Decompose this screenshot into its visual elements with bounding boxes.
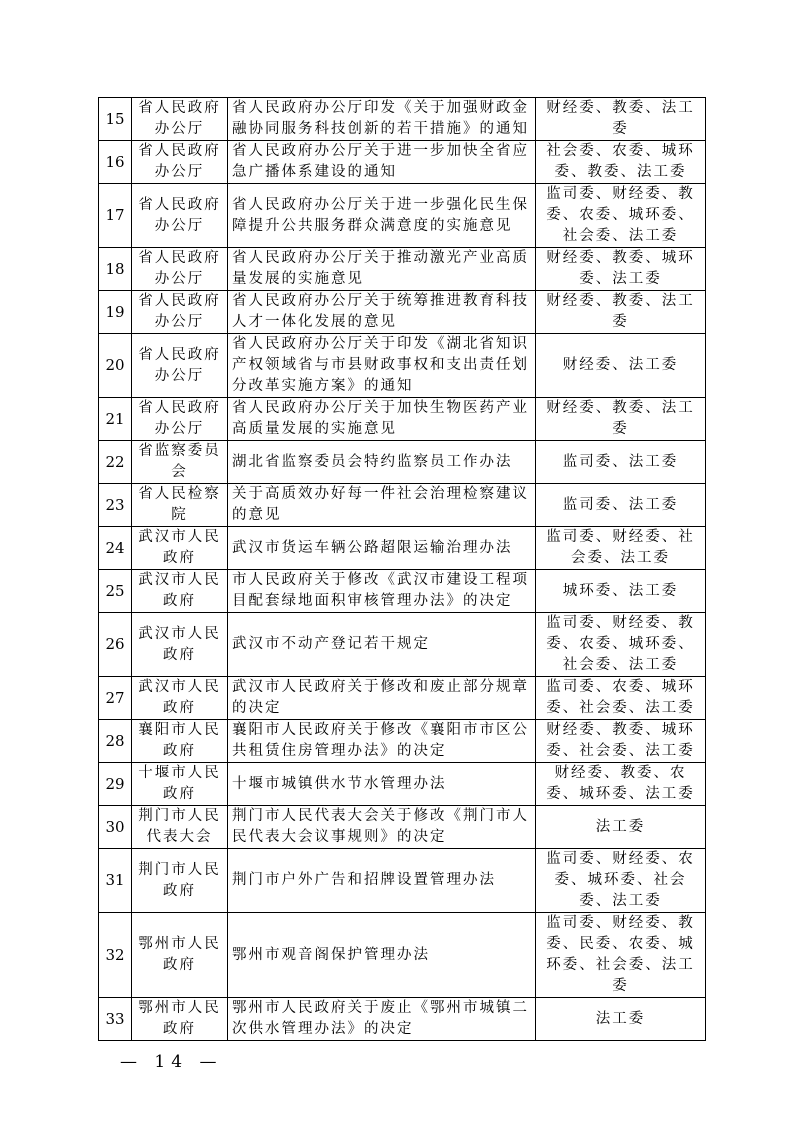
table-row — [99, 141, 706, 184]
row-number: 16 — [99, 141, 132, 184]
table-row — [99, 677, 706, 720]
review-committee: 监司委、农委、城环委、社会委、法工委 — [536, 677, 706, 720]
table-row — [99, 763, 706, 806]
table-row — [99, 291, 706, 334]
review-committee: 监司委、财经委、教委、民委、农委、城环委、社会委、法工委 — [536, 913, 706, 998]
row-number: 19 — [99, 291, 132, 334]
document-title: 襄阳市人民政府关于修改《襄阳市市区公共租赁住房管理办法》的决定 — [228, 720, 536, 763]
review-committee: 法工委 — [536, 806, 706, 849]
review-committee: 监司委、法工委 — [536, 484, 706, 527]
issuing-organ: 省人民政府办公厅 — [132, 291, 228, 334]
row-number: 31 — [99, 849, 132, 913]
document-title: 十堰市城镇供水节水管理办法 — [228, 763, 536, 806]
table-row — [99, 334, 706, 398]
document-title: 省人民政府办公厅关于进一步加快全省应急广播体系建设的通知 — [228, 141, 536, 184]
issuing-organ: 鄂州市人民政府 — [132, 913, 228, 998]
document-title: 省人民政府办公厅关于印发《湖北省知识产权领域省与市县财政事权和支出责任划分改革实施方案》的通知 — [228, 334, 536, 398]
issuing-organ: 省人民政府办公厅 — [132, 398, 228, 441]
review-committee: 城环委、法工委 — [536, 570, 706, 613]
review-committee: 财经委、教委、农委、城环委、法工委 — [536, 763, 706, 806]
row-number: 28 — [99, 720, 132, 763]
table-row — [99, 613, 706, 677]
review-committee: 社会委、农委、城环委、教委、法工委 — [536, 141, 706, 184]
table-row — [99, 248, 706, 291]
issuing-organ: 省人民检察院 — [132, 484, 228, 527]
review-committee: 财经委、教委、法工委 — [536, 291, 706, 334]
issuing-organ: 荆门市人民政府 — [132, 849, 228, 913]
issuing-organ: 省人民政府办公厅 — [132, 248, 228, 291]
issuing-organ: 襄阳市人民政府 — [132, 720, 228, 763]
issuing-organ: 省监察委员会 — [132, 441, 228, 484]
row-number: 26 — [99, 613, 132, 677]
row-number: 20 — [99, 334, 132, 398]
table-row — [99, 98, 706, 141]
table-row — [99, 913, 706, 998]
document-title: 省人民政府办公厅关于统筹推进教育科技人才一体化发展的意见 — [228, 291, 536, 334]
issuing-organ: 武汉市人民政府 — [132, 677, 228, 720]
document-title: 省人民政府办公厅印发《关于加强财政金融协同服务科技创新的若干措施》的通知 — [228, 98, 536, 141]
issuing-organ: 荆门市人民代表大会 — [132, 806, 228, 849]
document-title: 鄂州市人民政府关于废止《鄂州市城镇二次供水管理办法》的决定 — [228, 998, 536, 1041]
document-title: 鄂州市观音阁保护管理办法 — [228, 913, 536, 998]
row-number: 29 — [99, 763, 132, 806]
issuing-organ: 省人民政府办公厅 — [132, 141, 228, 184]
table-row — [99, 527, 706, 570]
row-number: 22 — [99, 441, 132, 484]
row-number: 21 — [99, 398, 132, 441]
review-committee: 监司委、法工委 — [536, 441, 706, 484]
table-row — [99, 398, 706, 441]
issuing-organ: 武汉市人民政府 — [132, 570, 228, 613]
review-committee: 监司委、财经委、教委、农委、城环委、社会委、法工委 — [536, 184, 706, 248]
review-committee: 法工委 — [536, 998, 706, 1041]
review-committee: 监司委、财经委、社会委、法工委 — [536, 527, 706, 570]
review-committee: 财经委、教委、城环委、社会委、法工委 — [536, 720, 706, 763]
document-title: 关于高质效办好每一件社会治理检察建议的意见 — [228, 484, 536, 527]
table-row — [99, 484, 706, 527]
table-row — [99, 849, 706, 913]
issuing-organ: 省人民政府办公厅 — [132, 334, 228, 398]
document-title: 武汉市不动产登记若干规定 — [228, 613, 536, 677]
row-number: 15 — [99, 98, 132, 141]
review-committee: 财经委、法工委 — [536, 334, 706, 398]
review-committee: 财经委、教委、法工委 — [536, 98, 706, 141]
table-row — [99, 998, 706, 1041]
document-title: 省人民政府办公厅关于推动激光产业高质量发展的实施意见 — [228, 248, 536, 291]
row-number: 32 — [99, 913, 132, 998]
document-title: 荆门市户外广告和招牌设置管理办法 — [228, 849, 536, 913]
row-number: 17 — [99, 184, 132, 248]
row-number: 25 — [99, 570, 132, 613]
table-row — [99, 441, 706, 484]
document-title: 省人民政府办公厅关于加快生物医药产业高质量发展的实施意见 — [228, 398, 536, 441]
table-row — [99, 720, 706, 763]
document-title: 武汉市货运车辆公路超限运输治理办法 — [228, 527, 536, 570]
page-number: — 14 — — [120, 1052, 223, 1072]
table-row — [99, 806, 706, 849]
row-number: 30 — [99, 806, 132, 849]
table-body — [99, 98, 706, 1041]
review-committee: 监司委、财经委、农委、城环委、社会委、法工委 — [536, 849, 706, 913]
document-title: 省人民政府办公厅关于进一步强化民生保障提升公共服务群众满意度的实施意见 — [228, 184, 536, 248]
issuing-organ: 武汉市人民政府 — [132, 613, 228, 677]
issuing-organ: 武汉市人民政府 — [132, 527, 228, 570]
review-committee: 财经委、教委、城环委、法工委 — [536, 248, 706, 291]
row-number: 23 — [99, 484, 132, 527]
document-title: 荆门市人民代表大会关于修改《荆门市人民代表大会议事规则》的决定 — [228, 806, 536, 849]
row-number: 33 — [99, 998, 132, 1041]
document-table — [98, 97, 706, 1041]
issuing-organ: 十堰市人民政府 — [132, 763, 228, 806]
issuing-organ: 省人民政府办公厅 — [132, 98, 228, 141]
issuing-organ: 省人民政府办公厅 — [132, 184, 228, 248]
row-number: 24 — [99, 527, 132, 570]
document-title: 武汉市人民政府关于修改和废止部分规章的决定 — [228, 677, 536, 720]
issuing-organ: 鄂州市人民政府 — [132, 998, 228, 1041]
document-title: 市人民政府关于修改《武汉市建设工程项目配套绿地面积审核管理办法》的决定 — [228, 570, 536, 613]
row-number: 27 — [99, 677, 132, 720]
table-row — [99, 570, 706, 613]
document-title: 湖北省监察委员会特约监察员工作办法 — [228, 441, 536, 484]
review-committee: 监司委、财经委、教委、农委、城环委、社会委、法工委 — [536, 613, 706, 677]
review-committee: 财经委、教委、法工委 — [536, 398, 706, 441]
row-number: 18 — [99, 248, 132, 291]
table-row — [99, 184, 706, 248]
